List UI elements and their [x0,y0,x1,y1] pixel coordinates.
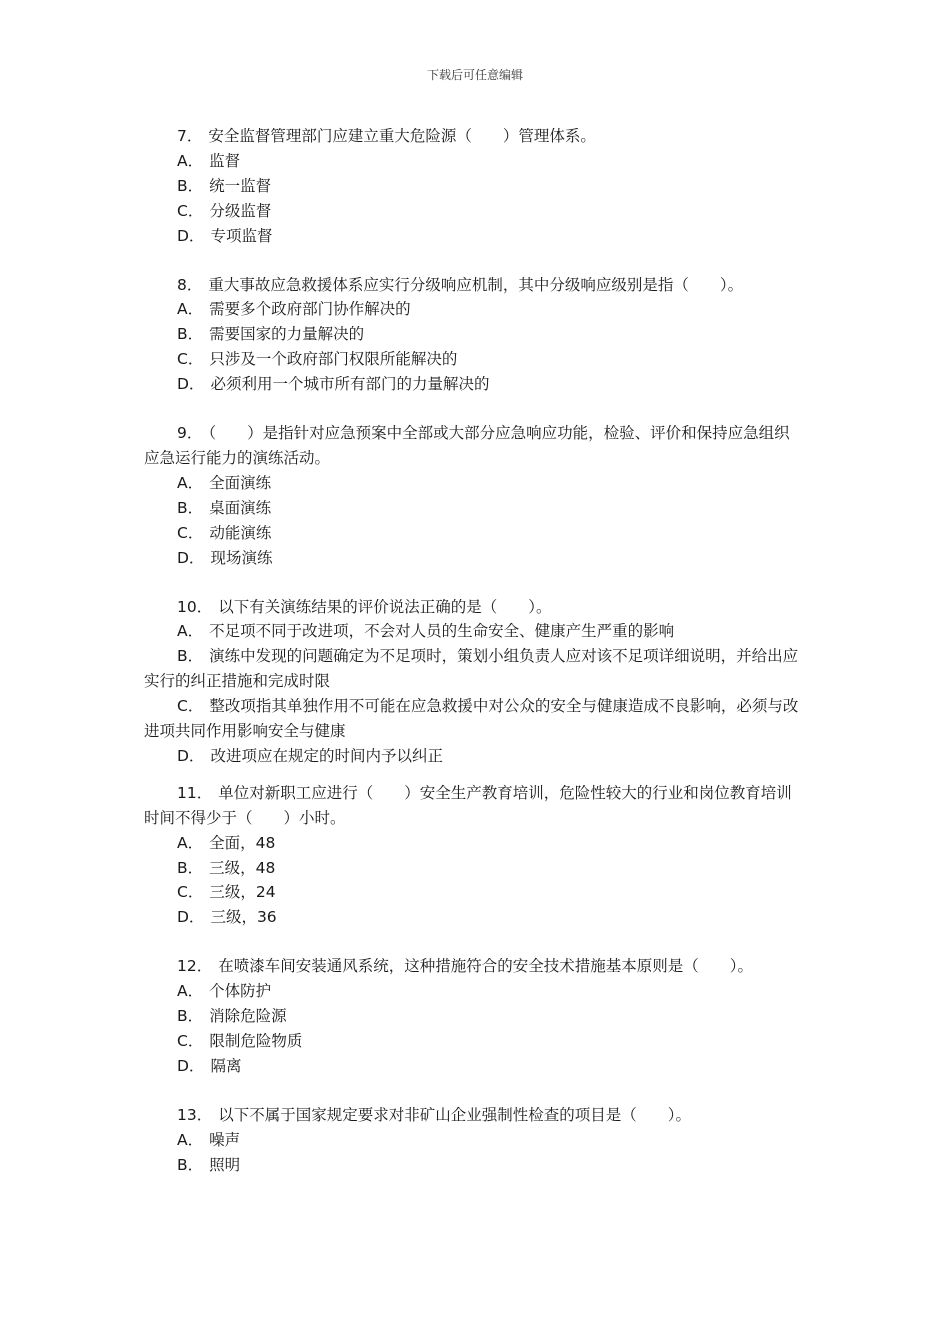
answer-option [144,471,800,496]
option-label: A． [177,833,204,852]
answer-option [144,880,800,905]
question-number: 12． [177,957,213,976]
answer-option [144,496,800,521]
option-label: C． [177,1032,204,1050]
question-number: 10． [177,597,213,616]
question-8 [144,273,800,398]
option-label: D． [177,746,205,765]
answer-option [144,174,800,199]
question-text: 安全监督管理部门应建立重大危险源（ ）管理体系。 [208,127,596,145]
question-text: （ ）是指针对应急预案中全部或大部分应急响应功能，检验、评价和保持应急组织应急运行能力的演练活动。 [144,424,790,467]
option-text: 监督 [209,151,241,170]
option-text: 全面，48 [209,833,276,852]
question-stem [144,1103,800,1128]
answer-option [144,619,800,644]
option-label: A． [177,982,204,1001]
option-label: B． [177,325,204,344]
question-stem [144,273,800,298]
option-label: C． [177,201,204,220]
option-text: 全面演练 [209,473,272,492]
answer-option [144,149,800,174]
option-text: 改进项应在规定的时间内予以纠正 [210,746,443,765]
question-stem [144,595,800,620]
question-text: 重大事故应急救援体系应实行分级响应机制，其中分级响应级别是指（ ）。 [208,275,744,294]
option-label: D． [177,375,205,394]
option-text: 噪声 [209,1130,241,1149]
answer-option [144,1004,800,1029]
answer-option [144,1054,800,1079]
question-stem [144,124,800,149]
question-text: 单位对新职工应进行（ ）安全生产教育培训，危险性较大的行业和岗位教育培训时间不得少于（ ）小时。 [144,783,792,827]
option-label: A． [177,622,204,641]
option-label: B． [177,858,204,877]
option-label: C． [177,523,204,542]
option-text: 统一监督 [209,176,272,195]
answer-option [144,1029,800,1054]
option-label: A． [177,300,204,319]
answer-option [144,521,800,546]
answer-option [144,831,800,856]
option-text: 三级，36 [210,908,277,927]
question-number: 13． [177,1105,213,1124]
option-text: 需要多个政府部门协作解决的 [209,300,411,319]
option-text: 需要国家的力量解决的 [209,325,365,344]
question-number: 9． [177,424,203,443]
answer-option [144,297,800,322]
option-label: C． [177,883,204,902]
question-text: 以下有关演练结果的评价说法正确的是（ ）。 [218,597,552,616]
option-label: D． [177,1056,205,1075]
option-text: 不足项不同于改进项，不会对人员的生命安全、健康产生严重的影响 [209,622,675,641]
option-label: B． [177,1007,204,1026]
option-label: A． [177,473,204,492]
question-stem [144,421,800,471]
question-text: 在喷漆车间安装通风系统，这种措施符合的安全技术措施基本原则是（ ）。 [218,957,753,976]
option-text: 专项监督 [210,226,273,245]
answer-option [144,905,800,930]
answer-option [144,224,800,249]
answer-option [144,744,800,769]
option-text: 演练中发现的问题确定为不足项时，策划小组负责人应对该不足项详细说明，并给出应实行的纠正措施和完成时限 [144,647,799,691]
option-label: B． [177,647,204,666]
option-text: 分级监督 [209,201,272,220]
option-text: 限制危险物质 [209,1032,303,1050]
question-stem [144,781,800,831]
question-13 [144,1103,800,1178]
option-label: D． [177,908,205,927]
question-11 [144,781,800,930]
answer-option [144,979,800,1004]
option-text: 照明 [209,1155,241,1174]
question-number: 11． [177,783,213,802]
question-9 [144,421,800,570]
option-text: 消除危险源 [209,1007,287,1026]
option-text: 三级，24 [209,883,276,902]
question-text: 以下不属于国家规定要求对非矿山企业强制性检查的项目是（ ）。 [218,1105,691,1124]
answer-option [144,372,800,397]
question-number: 8． [177,275,203,294]
option-text: 必须利用一个城市所有部门的力量解决的 [210,375,490,394]
option-text: 三级，48 [209,858,276,877]
question-list [144,124,800,1202]
option-label: B． [177,1155,204,1174]
option-label: B． [177,176,204,195]
answer-option [144,347,800,372]
answer-option [144,856,800,881]
option-label: A． [177,1130,204,1149]
option-text: 隔离 [210,1056,242,1075]
question-stem [144,954,800,979]
option-label: D． [177,548,205,567]
option-label: C． [177,697,204,716]
option-label: D． [177,226,205,245]
answer-option [144,644,800,694]
option-text: 现场演练 [210,548,273,567]
question-number: 7． [177,127,203,145]
option-text: 桌面演练 [209,498,272,517]
option-text: 动能演练 [209,523,272,542]
option-label: A． [177,151,204,170]
option-text: 只涉及一个政府部门权限所能解决的 [209,350,458,369]
option-text: 整改项指其单独作用不可能在应急救援中对公众的安全与健康造成不良影响，必须与改进项共同作用影响安全与健康 [144,697,799,741]
answer-option [144,546,800,571]
option-text: 个体防护 [209,982,272,1001]
option-label: B． [177,498,204,517]
answer-option [144,322,800,347]
answer-option [144,199,800,224]
answer-option [144,1153,800,1178]
answer-option [144,694,800,744]
question-12 [144,954,800,1079]
answer-option [144,1128,800,1153]
question-10 [144,595,800,769]
page-header: 下载后可任意编辑 [426,68,523,82]
question-7 [144,124,800,249]
option-label: C． [177,350,204,369]
